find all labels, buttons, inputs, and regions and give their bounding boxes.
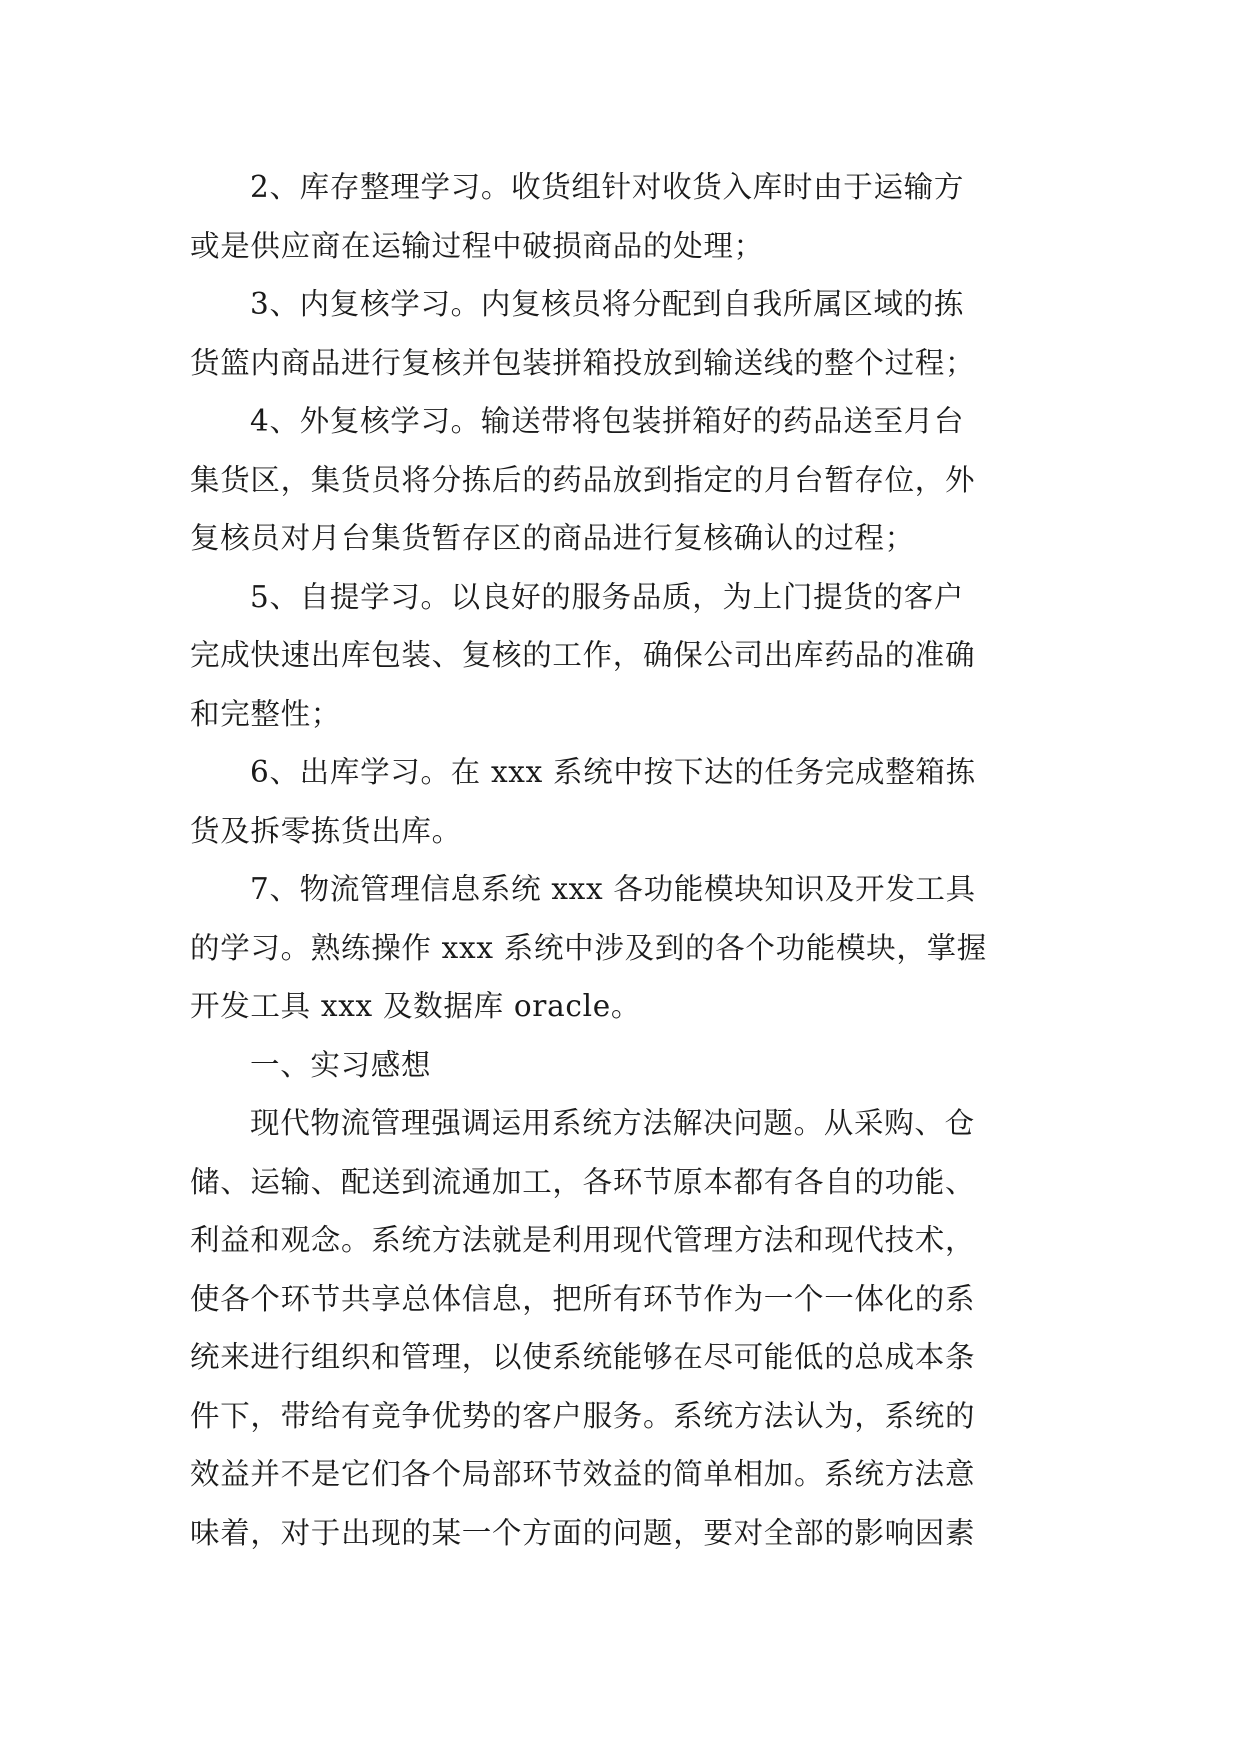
paragraph-8-line-7: 效益并不是它们各个局部环节效益的简单相加。系统方法意	[190, 1457, 976, 1491]
paragraph-8-line-1: 现代物流管理强调运用系统方法解决问题。从采购、仓	[250, 1106, 975, 1140]
paragraph-8-line-6: 件下，带给有竞争优势的客户服务。系统方法认为，系统的	[190, 1398, 976, 1433]
body-text	[190, 158, 1070, 1562]
paragraph-6-line-1: 6、出库学习。在 xxx 系统中按下达的任务完成整箱拣	[250, 755, 976, 789]
paragraph-8-line-4: 使各个环节共享总体信息，把所有环节作为一个一体化的系	[190, 1281, 976, 1316]
paragraph-5-line-1: 5、自提学习。以良好的服务品质，为上门提货的客户	[250, 579, 965, 614]
paragraph-3-line-1: 3、内复核学习。内复核员将分配到自我所属区域的拣	[250, 287, 965, 321]
paragraph-2-line-1: 2、库存整理学习。收货组针对收货入库时由于运输方	[250, 170, 965, 204]
paragraph-4-line-3: 复核员对月台集货暂存区的商品进行复核确认的过程；	[190, 521, 915, 555]
paragraph-7-line-2: 的学习。熟练操作 xxx 系统中涉及到的各个功能模块，掌握	[190, 930, 987, 965]
paragraph-8-line-3: 利益和观念。系统方法就是利用现代管理方法和现代技术，	[190, 1223, 976, 1257]
paragraph-8-line-2: 储、运输、配送到流通加工，各环节原本都有各自的功能、	[190, 1164, 976, 1199]
paragraph-5-line-3: 和完整性；	[190, 696, 342, 731]
paragraph-6-line-2: 货及拆零拣货出库。	[190, 813, 462, 848]
paragraph-8-line-8: 味着，对于出现的某一个方面的问题，要对全部的影响因素	[190, 1515, 976, 1550]
paragraph-4-line-1: 4、外复核学习。输送带将包装拼箱好的药品送至月台	[250, 404, 965, 438]
paragraph-5-line-2: 完成快速出库包装、复核的工作，确保公司出库药品的准确	[190, 638, 976, 672]
paragraph-7-line-1: 7、物流管理信息系统 xxx 各功能模块知识及开发工具	[250, 872, 976, 906]
paragraph-4-line-2: 集货区，集货员将分拣后的药品放到指定的月台暂存位，外	[190, 462, 976, 497]
paragraph-7-line-3: 开发工具 xxx 及数据库 oracle。	[190, 989, 642, 1023]
paragraph-8-line-5: 统来进行组织和管理，以使系统能够在尽可能低的总成本条	[190, 1340, 976, 1374]
paragraph-2-line-2: 或是供应商在运输过程中破损商品的处理；	[190, 228, 764, 263]
paragraph-3-line-2: 货篮内商品进行复核并包装拼箱投放到输送线的整个过程；	[190, 345, 976, 380]
section-heading: 一、实习感想	[250, 1047, 432, 1082]
